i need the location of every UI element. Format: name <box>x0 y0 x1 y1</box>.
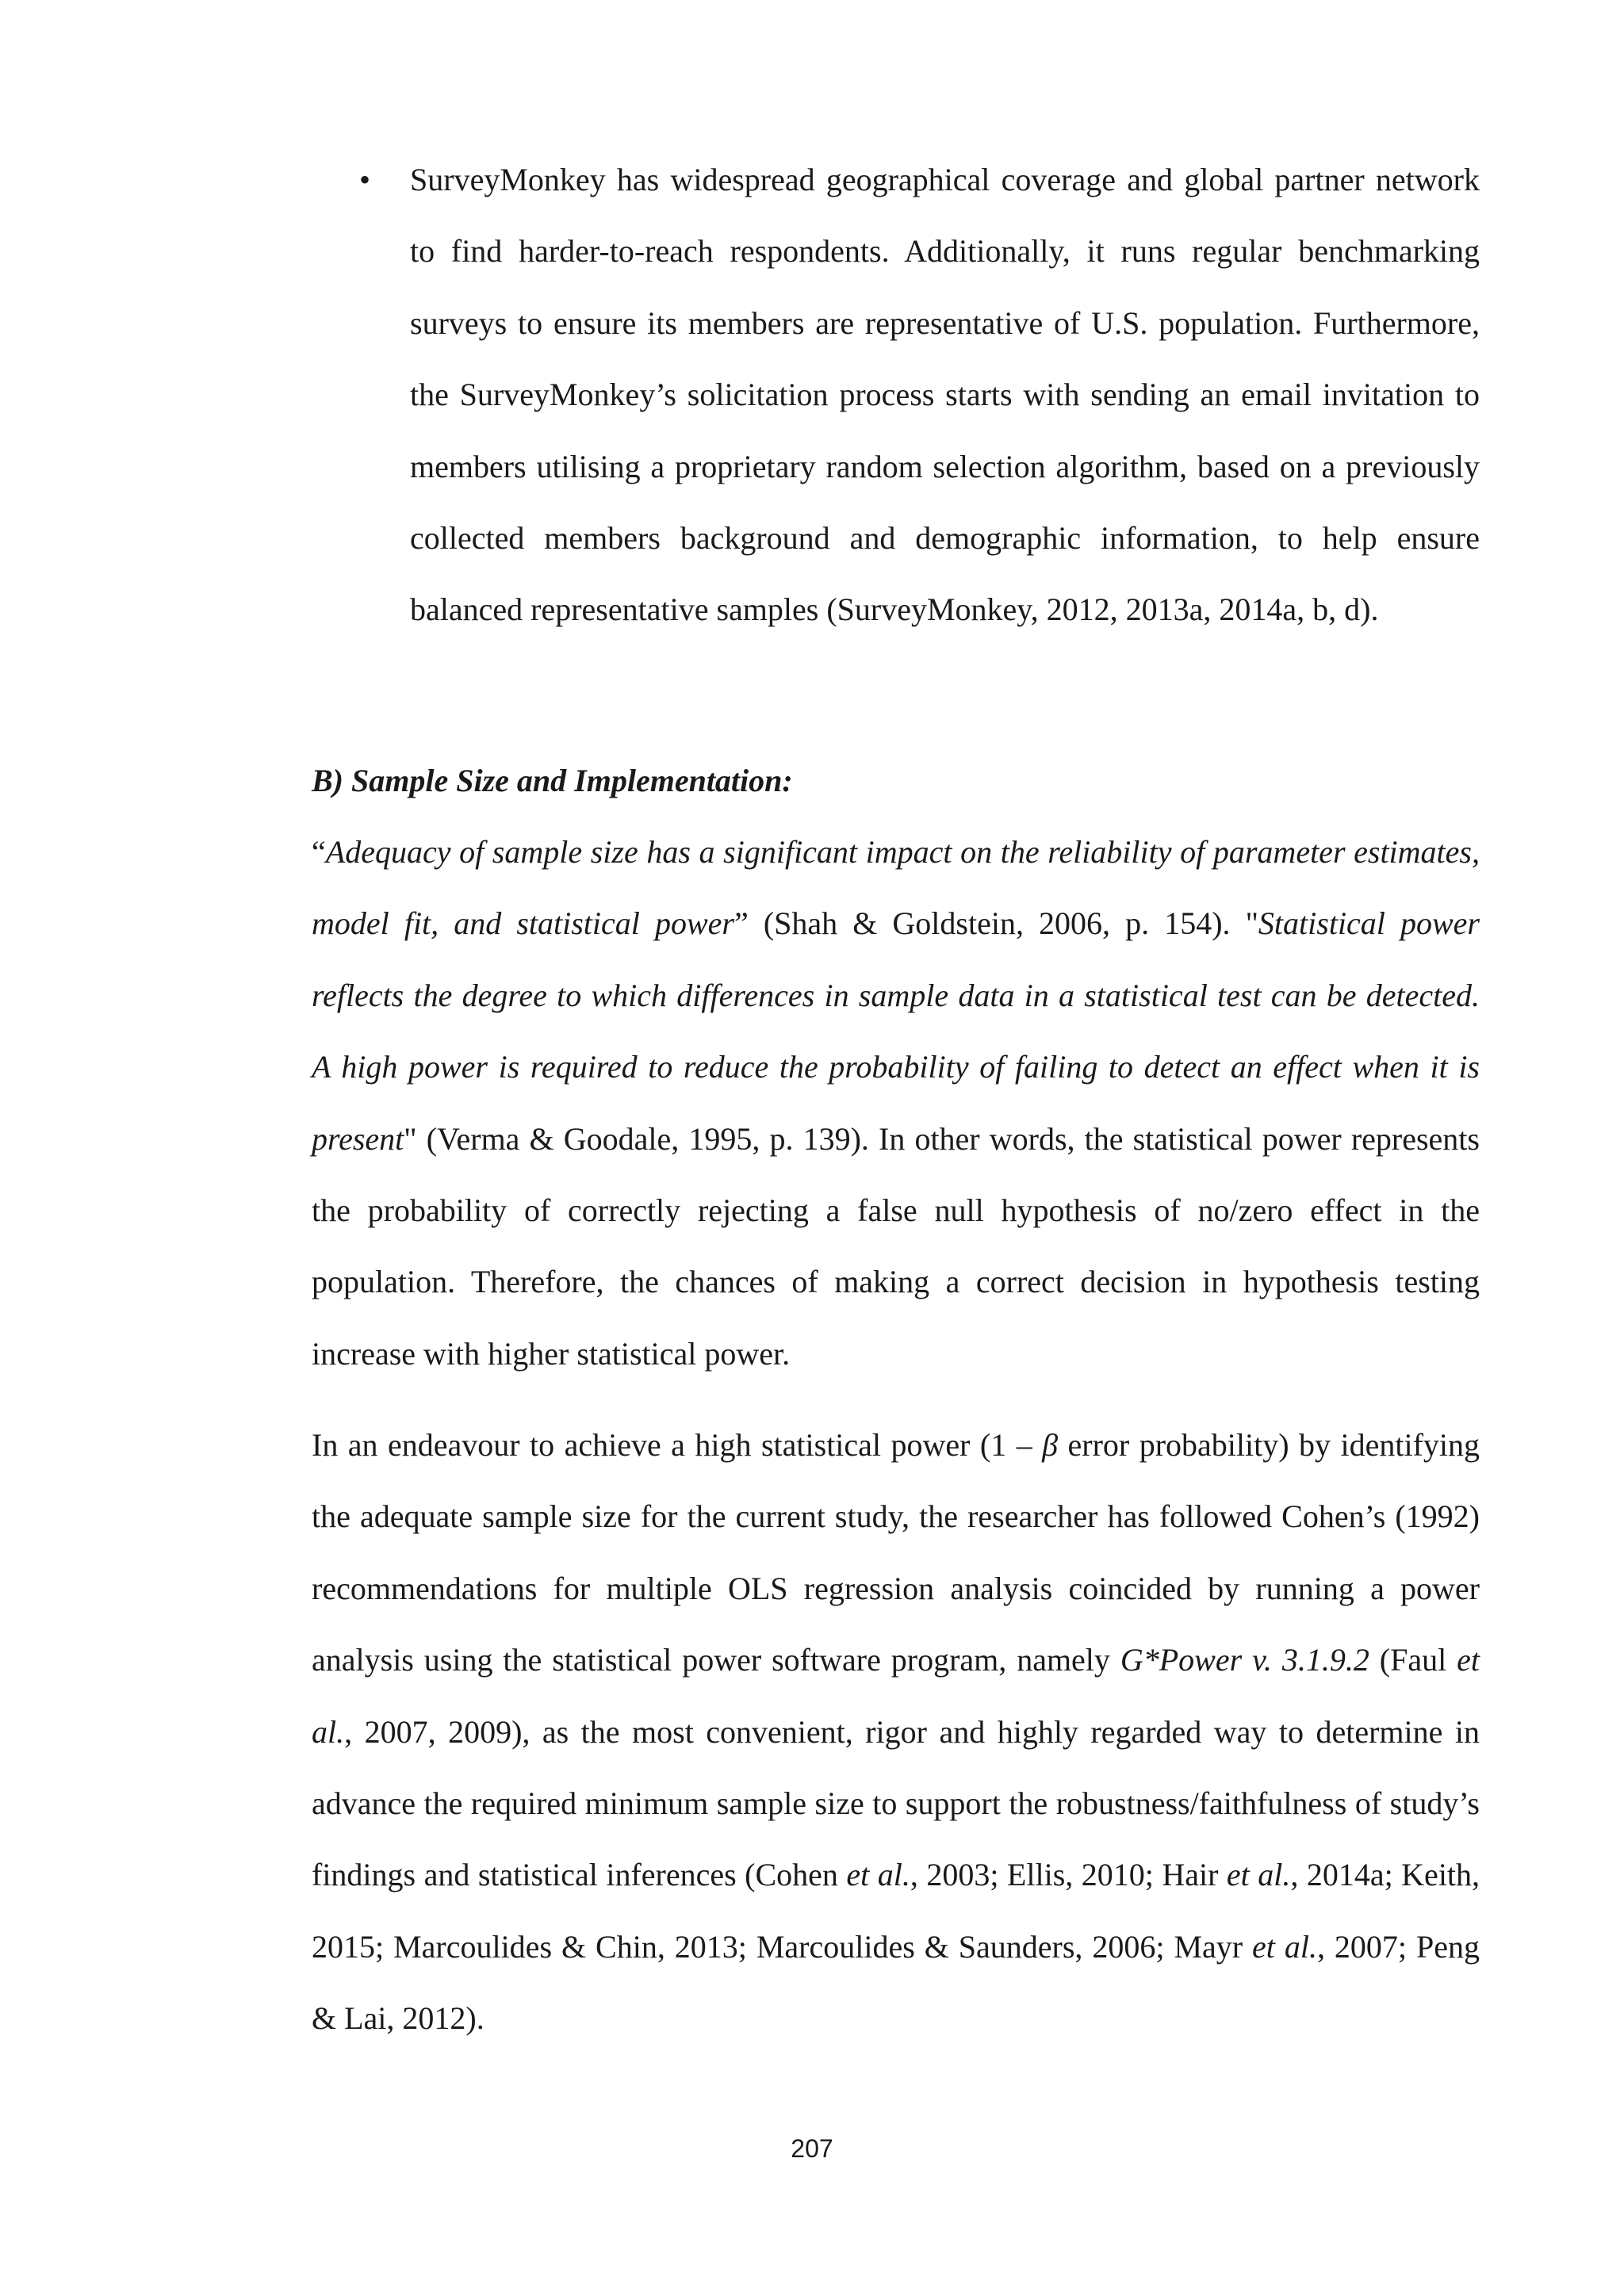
quotation-verma-goodale: Statistical power reflects the degree to which differences in sample data in a statistical test can be detected. A high power is required to reduce the probability of failing to detect an effect when it is present <box>312 905 1480 1157</box>
et-al: et al. <box>1252 1928 1317 1965</box>
paragraph-sample-size <box>312 817 1480 1390</box>
text-segment: (Faul <box>1369 1642 1457 1678</box>
open-quote-2: " <box>1245 905 1258 942</box>
et-al: et al. <box>846 1857 910 1893</box>
text-segment: , 2003; Ellis, 2010; Hair <box>910 1857 1227 1893</box>
et-al: et al. <box>1226 1857 1291 1893</box>
citation-shah-goldstein: ” (Shah & Goldstein, 2006, p. 154). <box>733 905 1246 942</box>
page-number: 207 <box>791 2134 833 2163</box>
beta-symbol: β <box>1042 1427 1059 1463</box>
section-heading: B) Sample Size and Implementation: <box>312 763 793 798</box>
quotation-shah-goldstein: Adequacy of sample size has a significant impact on the reliability of parameter estimates, model fit, and statistical power <box>312 834 1480 942</box>
text-segment: , 2014a; Keith, 2015; Marcoulides & Chin, 2013; Marcoulides & Saunders, 2006; Mayr <box>312 1857 1480 1965</box>
text-segment: error probability) by identifying the adequate sample size for the current study, the researcher has followed Cohen’s (1992) recommendations for multiple OLS regression analysis coincided by running a power analysis using the statistical power software program, namely <box>312 1427 1480 1678</box>
open-quote: “ <box>312 834 326 870</box>
software-name: G*Power v. 3.1.9.2 <box>1120 1642 1369 1678</box>
text-segment: , 2007, 2009), as the most convenient, rigor and highly regarded way to determine in advance the required minimum sample size to support the robustness/faithfulness of study’s findings and statistical inferences (Cohen <box>312 1713 1480 1893</box>
citation-verma-goodale: " (Verma & Goodale, 1995, p. 139). In other words, the statistical power represents the probability of correctly rejecting a false null hypothesis of no/zero effect in the population. Therefore, the chances of making a correct decision in hypothesis testing increase with higher statistical power. <box>312 1120 1480 1372</box>
et-al: et al. <box>312 1642 1480 1750</box>
text-segment: In an endeavour to achieve a high statistical power (1 – <box>312 1427 1043 1463</box>
text-segment: , 2007; Peng & Lai, 2012). <box>312 1928 1480 2037</box>
paragraph-power-analysis <box>312 1410 1480 2055</box>
bullet-marker: • <box>359 162 371 197</box>
bullet-paragraph: SurveyMonkey has widespread geographical coverage and global partner network to find harder-to-reach respondents. Additionally, it runs regular benchmarking surveys to ensure its members are representative of U.S. population. Furthermore, the SurveyMonkey’s solicitation process starts with sending an email invitation to members utilising a proprietary random selection algorithm, based on a previously collected members background and demographic information, to help ensure balanced representative samples (SurveyMonkey, 2012, 2013a, 2014a, b, d). <box>410 162 1480 628</box>
